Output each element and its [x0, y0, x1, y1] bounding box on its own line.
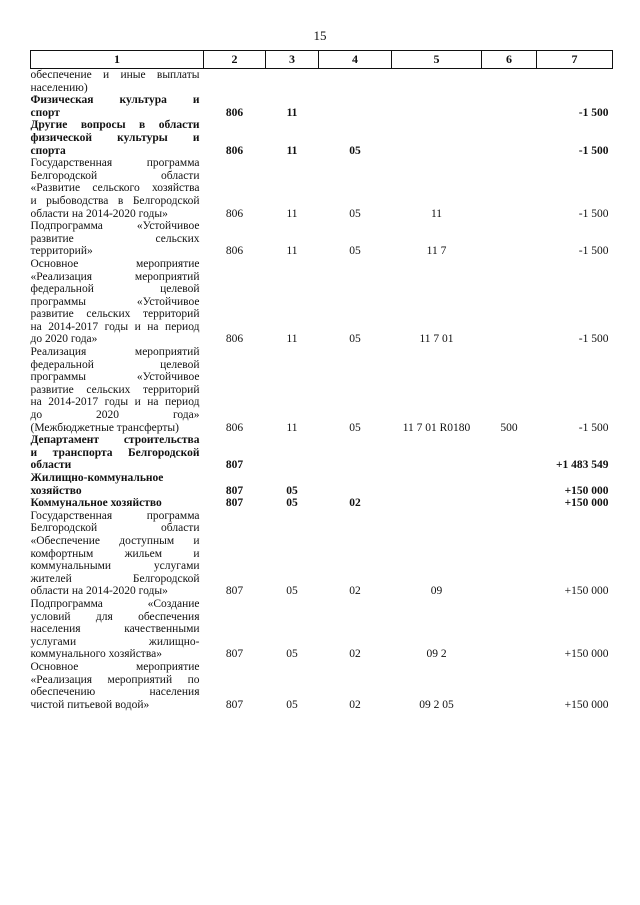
table-row	[31, 258, 613, 346]
subsection-code-cell: 05	[349, 144, 361, 157]
item-name-line: населению)	[30, 81, 88, 94]
item-name-line: федеральной целевой	[30, 283, 200, 296]
section-code-cell: 11	[286, 207, 298, 220]
target-article-cell: 11	[430, 207, 443, 220]
ministry-code-cell	[204, 69, 266, 95]
ministry-code-cell: 806	[225, 106, 244, 119]
item-name-line: коммунального хозяйства»	[30, 648, 162, 661]
expense-type-cell	[482, 94, 537, 119]
table-row	[31, 119, 613, 157]
item-name-cell	[31, 661, 204, 711]
item-name-cell	[31, 94, 204, 119]
item-name-cell	[31, 220, 204, 258]
item-name-line: федеральной целевой	[30, 358, 200, 371]
expense-type-cell: 500	[500, 421, 518, 434]
column-header-1: 1	[31, 51, 204, 69]
item-name-cell	[31, 258, 204, 346]
item-name-line: Подпрограмма «Устойчивое	[30, 220, 200, 233]
amount-cell: +150 000	[564, 698, 609, 711]
expense-type-cell	[482, 157, 537, 220]
amount-cell: +150 000	[564, 484, 609, 497]
table-row	[31, 346, 613, 434]
ministry-code-cell: 806	[225, 144, 244, 157]
target-article-cell: 09 2	[426, 648, 447, 661]
subsection-code-cell	[319, 69, 392, 95]
amount-cell: -1 500	[578, 144, 609, 157]
section-code-cell: 05	[286, 497, 298, 510]
item-name-cell	[31, 510, 204, 598]
item-name-line: территорий»	[30, 245, 93, 258]
item-name-line: развитие сельских территорий	[30, 308, 200, 321]
ministry-code-cell: 807	[225, 497, 244, 510]
section-code-cell: 11	[286, 245, 298, 258]
item-name-line: обеспечению населения	[30, 686, 200, 699]
item-name-line: населения качественными	[30, 623, 200, 636]
target-article-cell: 11 7 01 R0180	[402, 421, 471, 434]
ministry-code-cell: 806	[225, 245, 244, 258]
subsection-code-cell: 05	[349, 333, 361, 346]
table-row	[31, 661, 613, 711]
table-row	[31, 94, 613, 119]
item-name-line: Коммунальное хозяйство	[30, 497, 162, 510]
item-name-line: Основное мероприятие	[30, 660, 200, 673]
expense-type-cell	[482, 434, 537, 472]
subsection-code-cell: 05	[349, 207, 361, 220]
page-number: 15	[313, 28, 327, 43]
item-name-line: «Реализация мероприятий по	[30, 673, 200, 686]
subsection-code-cell	[319, 472, 392, 497]
table-row	[31, 434, 613, 472]
item-name-line: «Реализация мероприятий	[30, 270, 200, 283]
subsection-code-cell: 05	[349, 245, 361, 258]
expense-type-cell	[482, 497, 537, 510]
item-name-line: хозяйство	[30, 484, 82, 497]
target-article-cell	[392, 472, 482, 497]
table-row	[31, 472, 613, 497]
section-code-cell: 11	[286, 106, 298, 119]
item-name-line: «Обеспечение доступным и	[30, 534, 200, 547]
ministry-code-cell: 807	[225, 698, 244, 711]
column-header-4: 4	[319, 51, 392, 69]
ministry-code-cell: 806	[225, 333, 244, 346]
item-name-line: (Межбюджетные трансферты)	[30, 421, 179, 434]
expense-type-cell	[482, 510, 537, 598]
section-code-cell: 05	[286, 484, 298, 497]
table-row	[31, 598, 613, 661]
item-name-line: Департамент строительства	[30, 434, 200, 447]
amount-cell: -1 500	[578, 245, 609, 258]
table-body	[31, 69, 613, 712]
table-row	[31, 69, 613, 95]
amount-cell: +150 000	[564, 585, 609, 598]
subsection-code-cell	[319, 94, 392, 119]
table-row	[31, 220, 613, 258]
item-name-cell	[31, 346, 204, 434]
item-name-line: Реализация мероприятий	[30, 346, 200, 359]
item-name-line: развитие сельских	[30, 232, 200, 245]
item-name-line: Государственная программа	[30, 509, 200, 522]
item-name-line: программы «Устойчивое	[30, 371, 200, 384]
section-code-cell: 11	[286, 421, 298, 434]
subsection-code-cell: 02	[349, 585, 361, 598]
item-name-line: и транспорта Белгородской	[30, 446, 200, 459]
amount-cell: +150 000	[564, 497, 609, 510]
section-code-cell: 05	[286, 698, 298, 711]
amount-cell	[537, 69, 613, 95]
expense-type-cell	[482, 119, 537, 157]
target-article-cell	[392, 119, 482, 157]
section-code-cell: 05	[286, 585, 298, 598]
budget-table	[30, 50, 613, 711]
item-name-line: чистой питьевой водой»	[30, 698, 150, 711]
item-name-line: области	[30, 459, 72, 472]
section-code-cell: 05	[286, 648, 298, 661]
subsection-code-cell: 02	[349, 497, 361, 510]
subsection-code-cell	[319, 434, 392, 472]
expense-type-cell	[482, 661, 537, 711]
target-article-cell	[392, 434, 482, 472]
column-header-2: 2	[204, 51, 266, 69]
section-code-cell	[266, 434, 319, 472]
item-name-cell	[31, 434, 204, 472]
column-header-3: 3	[266, 51, 319, 69]
item-name-line: области на 2014-2020 годы»	[30, 585, 168, 598]
item-name-line: Основное мероприятие	[30, 257, 200, 270]
ministry-code-cell: 807	[225, 648, 244, 661]
item-name-line: Белгородской области	[30, 169, 200, 182]
item-name-line: Физическая культура и	[30, 94, 200, 107]
ministry-code-cell: 807	[225, 585, 244, 598]
expense-type-cell	[482, 598, 537, 661]
item-name-line: жителей Белгородской	[30, 572, 200, 585]
table-row	[31, 510, 613, 598]
column-header-5: 5	[392, 51, 482, 69]
table-header-row	[31, 51, 613, 69]
item-name-line: на 2014-2017 годы и на период	[30, 320, 200, 333]
amount-cell: -1 500	[578, 207, 609, 220]
expense-type-cell	[482, 220, 537, 258]
item-name-line: на 2014-2017 годы и на период	[30, 396, 200, 409]
item-name-line: спорта	[30, 144, 66, 157]
item-name-line: спорт	[30, 106, 60, 119]
item-name-line: развитие сельских территорий	[30, 383, 200, 396]
item-name-cell	[31, 157, 204, 220]
column-header-6: 6	[482, 51, 537, 69]
item-name-cell	[31, 598, 204, 661]
target-article-cell	[392, 497, 482, 510]
section-code-cell: 11	[286, 333, 298, 346]
item-name-line: «Развитие сельского хозяйства	[30, 182, 200, 195]
ministry-code-cell: 806	[225, 207, 244, 220]
subsection-code-cell: 05	[349, 421, 361, 434]
column-header-7: 7	[537, 51, 613, 69]
item-name-cell	[31, 472, 204, 497]
subsection-code-cell: 02	[349, 698, 361, 711]
item-name-line: Государственная программа	[30, 157, 200, 170]
item-name-line: услугами жилищно-	[30, 635, 200, 648]
ministry-code-cell: 807	[225, 459, 244, 472]
amount-cell: -1 500	[578, 333, 609, 346]
table-row	[31, 157, 613, 220]
item-name-cell	[31, 69, 204, 95]
item-name-line: Жилищно-коммунальное	[30, 472, 164, 484]
expense-type-cell	[482, 69, 537, 95]
amount-cell: +1 483 549	[555, 459, 609, 472]
subsection-code-cell: 02	[349, 648, 361, 661]
section-code-cell: 11	[286, 144, 298, 157]
target-article-cell	[392, 69, 482, 95]
target-article-cell: 11 7 01	[419, 333, 454, 346]
ministry-code-cell: 806	[225, 421, 244, 434]
item-name-line: условий для обеспечения	[30, 610, 200, 623]
item-name-line: области на 2014-2020 годы»	[30, 207, 168, 220]
target-article-cell	[392, 94, 482, 119]
section-code-cell	[266, 69, 319, 95]
amount-cell: -1 500	[578, 106, 609, 119]
target-article-cell: 11 7	[426, 245, 447, 258]
item-name-cell	[31, 497, 204, 510]
target-article-cell: 09	[430, 585, 443, 598]
expense-type-cell	[482, 258, 537, 346]
item-name-line: программы «Устойчивое	[30, 295, 200, 308]
item-name-line: комфортным жильем и	[30, 547, 200, 560]
table-row	[31, 497, 613, 510]
amount-cell: +150 000	[564, 648, 609, 661]
item-name-line: Подпрограмма «Создание	[30, 597, 200, 610]
expense-type-cell	[482, 472, 537, 497]
item-name-cell	[31, 119, 204, 157]
item-name-line: физической культуры и	[30, 131, 200, 144]
amount-cell: -1 500	[578, 421, 609, 434]
item-name-line: коммунальными услугами	[30, 560, 200, 573]
ministry-code-cell: 807	[225, 484, 244, 497]
item-name-line: Белгородской области	[30, 522, 200, 535]
item-name-line: обеспечение и иные выплаты	[30, 69, 200, 81]
item-name-line: до 2020 года»	[30, 333, 98, 346]
target-article-cell: 09 2 05	[419, 698, 454, 711]
item-name-line: Другие вопросы в области	[30, 119, 200, 132]
item-name-line: до 2020 года»	[30, 409, 200, 422]
item-name-line: и рыбоводства в Белгородской	[30, 194, 200, 207]
